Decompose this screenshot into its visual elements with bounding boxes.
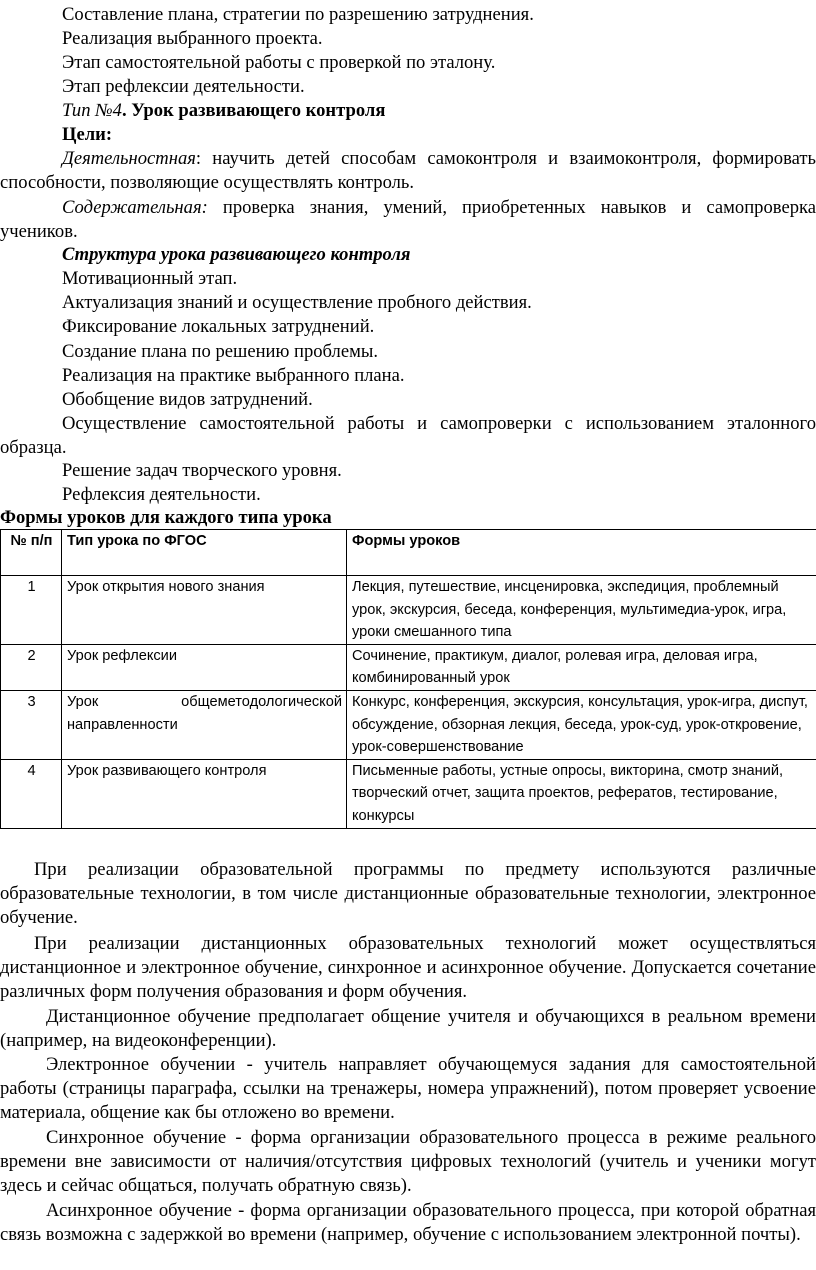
goal-activity-label: Деятельностная [62, 148, 196, 169]
forms-table [0, 529, 816, 829]
row-type-part: Урок [67, 693, 99, 710]
header-num: № п/п [1, 530, 62, 576]
row-type: Урок развивающего контроля [62, 759, 347, 828]
step-line: Создание плана по решению проблемы. [62, 341, 378, 362]
header-forms: Формы уроков [347, 530, 816, 576]
table-header-row [1, 530, 816, 576]
paragraph: При реализации образовательной программы по предмету используются различные образовательные технологии, в том числе дистанционные образовательные технологии, электронное обучение. [0, 859, 816, 929]
header-type: Тип урока по ФГОС [62, 530, 347, 576]
row-forms: Сочинение, практикум, диалог, ролевая игра, деловая игра, комбинированный урок [347, 644, 816, 690]
table-row [1, 690, 816, 759]
row-forms: Конкурс, конференция, экскурсия, консультация, урок-игра, диспут, обсуждение, обзорная лекция, беседа, урок-суд, урок-откровение, урок-совершенствование [347, 690, 816, 759]
goal-activity-text: : научить детей способам самоконтроля и взаимоконтроля, формировать способности, позволяющие осуществлять контроль. [0, 148, 816, 194]
text-line: Реализация выбранного проекта. [62, 28, 323, 49]
row-type: Урок открытия нового знания [62, 576, 347, 645]
goal-activity [0, 147, 816, 195]
paragraph: При реализации дистанционных образовательных технологий может осуществляться дистанционное и электронное обучение, синхронное и асинхронное обучение. Допускается сочетание различных форм получения образования и форм обучения. [0, 933, 816, 1003]
step-line: Актуализация знаний и осуществление пробного действия. [62, 292, 532, 313]
text-line: Этап самостоятельной работы с проверкой по эталону. [62, 52, 496, 73]
type4-title-text: . Урок развивающего контроля [121, 100, 386, 121]
text-line: Составление плана, стратегии по разрешению затруднения. [62, 4, 534, 25]
structure-heading: Структура урока развивающего контроля [62, 244, 411, 265]
row-type: Урок рефлексии [62, 644, 347, 690]
row-num: 2 [1, 644, 62, 690]
goal-content-text: проверка знания, умений, приобретенных навыков и самопроверка учеников. [0, 197, 816, 243]
row-forms: Письменные работы, устные опросы, викторина, смотр знаний, творческий отчет, защита проектов, рефератов, тестирование, конкурсы [347, 759, 816, 828]
table-row [1, 576, 816, 645]
step-long: Осуществление самостоятельной работы и самопроверки с использованием эталонного образца. [0, 413, 816, 459]
step-line: Решение задач творческого уровня. [62, 460, 342, 481]
goals-heading: Цели: [62, 124, 113, 145]
row-forms: Лекция, путешествие, инсценировка, экспедиция, проблемный урок, экскурсия, беседа, конференция, мультимедиа-урок, игра, уроки смешанного типа [347, 576, 816, 645]
paragraph: Электронное обучении - учитель направляет обучающемуся задания для самостоятельной работы (страницы параграфа, ссылки на тренажеры, номера упражнений), потом проверяет усвоение материала, общение как бы отложено во времени. [0, 1054, 816, 1124]
goal-content-label: Содержательная: [62, 197, 208, 218]
step-line: Рефлексия деятельности. [62, 484, 261, 505]
row-type-part: общеметодологической [181, 693, 342, 710]
row-num: 3 [1, 690, 62, 759]
row-num: 1 [1, 576, 62, 645]
table-row [1, 644, 816, 690]
paragraph: Дистанционное обучение предполагает общение учителя и обучающихся в реальном времени (например, на видеоконференции). [0, 1006, 816, 1052]
step-line: Обобщение видов затруднений. [62, 389, 313, 410]
goal-content [0, 196, 816, 244]
type4-title [62, 99, 385, 123]
step-line: Фиксирование локальных затруднений. [62, 316, 375, 337]
step-line: Реализация на практике выбранного плана. [62, 365, 405, 386]
table-row [1, 759, 816, 828]
step-line: Мотивационный этап. [62, 268, 238, 289]
row-num: 4 [1, 759, 62, 828]
type4-type-label: Тип №4 [62, 100, 122, 121]
row-type-part: направленности [67, 716, 178, 733]
forms-table-heading: Формы уроков для каждого типа урока [0, 507, 332, 528]
text-line: Этап рефлексии деятельности. [62, 76, 305, 97]
paragraph: Синхронное обучение - форма организации образовательного процесса в режиме реального времени вне зависимости от наличия/отсутствия цифровых технологий (учитель и ученики могут здесь и сейчас общаться, получать обратную связь). [0, 1127, 816, 1197]
row-type [62, 690, 347, 759]
paragraph: Асинхронное обучение - форма организации образовательного процесса, при которой обратная связь возможна с задержкой во времени (например, обучение с использованием электронной почты). [0, 1200, 816, 1246]
